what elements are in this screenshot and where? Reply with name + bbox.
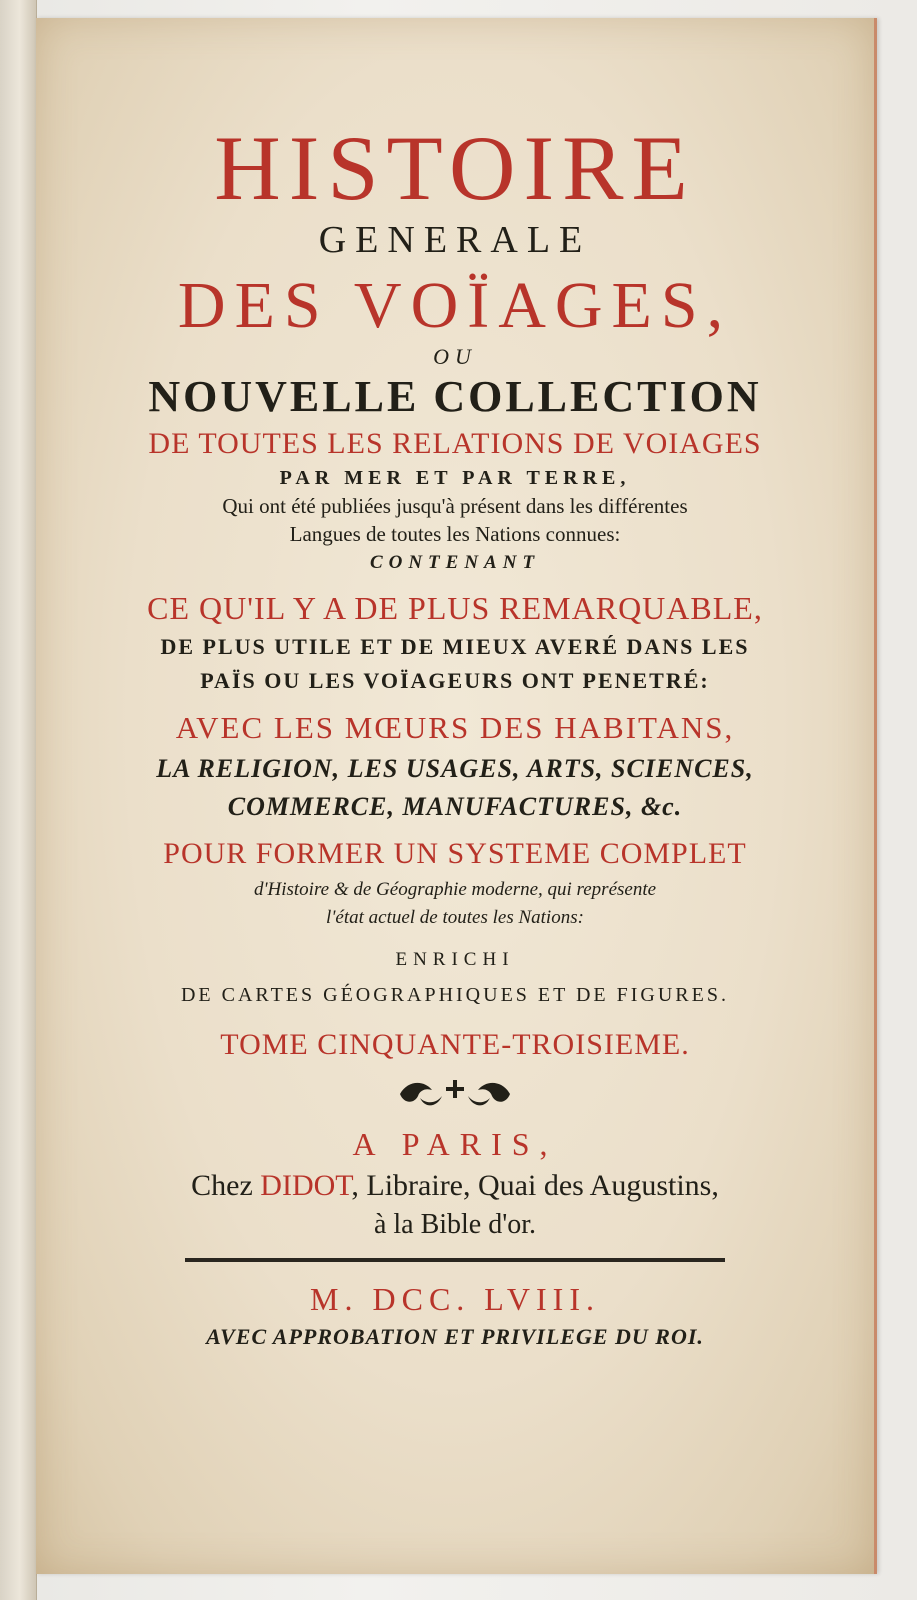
subtitle-par-mer: PAR MER ET PAR TERRE, [279, 467, 631, 489]
subtitle-toutes-les-relations: DE TOUTES LES RELATIONS DE VOIAGES [148, 427, 762, 460]
imprint-year: M. DCC. LVIII. [310, 1281, 600, 1317]
text-cartes: DE CARTES GÉOGRAPHIQUES ET DE FIGURES. [180, 984, 729, 1006]
text-publiees: Qui ont été publiées jusqu'à présent dans les différentes [222, 494, 688, 518]
title-page [36, 18, 877, 1574]
text-pais-ou: PAÏS OU LES VOÏAGEURS ONT PENETRÉ: [200, 668, 710, 693]
text-commerce: COMMERCE, MANUFACTURES, &c. [227, 792, 683, 821]
text-pour-former: POUR FORMER UN SYSTEME COMPLET [163, 837, 747, 870]
text-ce-quil-y-a: CE QU'IL Y A DE PLUS REMARQUABLE, [147, 590, 763, 626]
imprint-didot: DIDOT [260, 1169, 352, 1202]
imprint-place: A PARIS, [352, 1126, 558, 1162]
title-generale: GENERALE [318, 219, 592, 261]
text-enrichi: ENRICHI [395, 949, 515, 970]
title-histoire: HISTOIRE [214, 117, 696, 219]
text-langues: Langues de toutes les Nations connues: [289, 522, 621, 546]
title-ou: OU [433, 344, 477, 369]
book-spine [0, 0, 37, 1600]
text-de-plus-utile: DE PLUS UTILE ET DE MIEUX AVERÉ DANS LES [160, 634, 750, 659]
text-etat-actuel: l'état actuel de toutes les Nations: [326, 907, 584, 928]
imprint-chez: Chez [191, 1169, 253, 1202]
text-histoire-geographie: d'Histoire & de Géographie moderne, qui représente [253, 879, 657, 900]
title-nouvelle-collection: NOUVELLE COLLECTION [148, 372, 762, 421]
text-contenant: CONTENANT [369, 552, 541, 573]
volume-number: TOME CINQUANTE-TROISIEME. [220, 1028, 690, 1061]
imprint-address: , Libraire, Quai des Augustins, [351, 1169, 719, 1202]
printers-fleuron-icon [390, 1074, 520, 1114]
imprint-privilege: AVEC APPROBATION ET PRIVILEGE DU ROI. [206, 1324, 704, 1349]
title-des-voiages: DES VOÏAGES, [177, 269, 733, 342]
horizontal-rule [185, 1258, 725, 1262]
title-page-text [36, 118, 874, 1352]
imprint-publisher [36, 1166, 874, 1206]
imprint-bible-dor: à la Bible d'or. [373, 1209, 537, 1240]
text-avec-les-moeurs: AVEC LES MŒURS DES HABITANS, [175, 710, 735, 745]
text-la-religion: LA RELIGION, LES USAGES, ARTS, SCIENCES, [156, 754, 754, 783]
